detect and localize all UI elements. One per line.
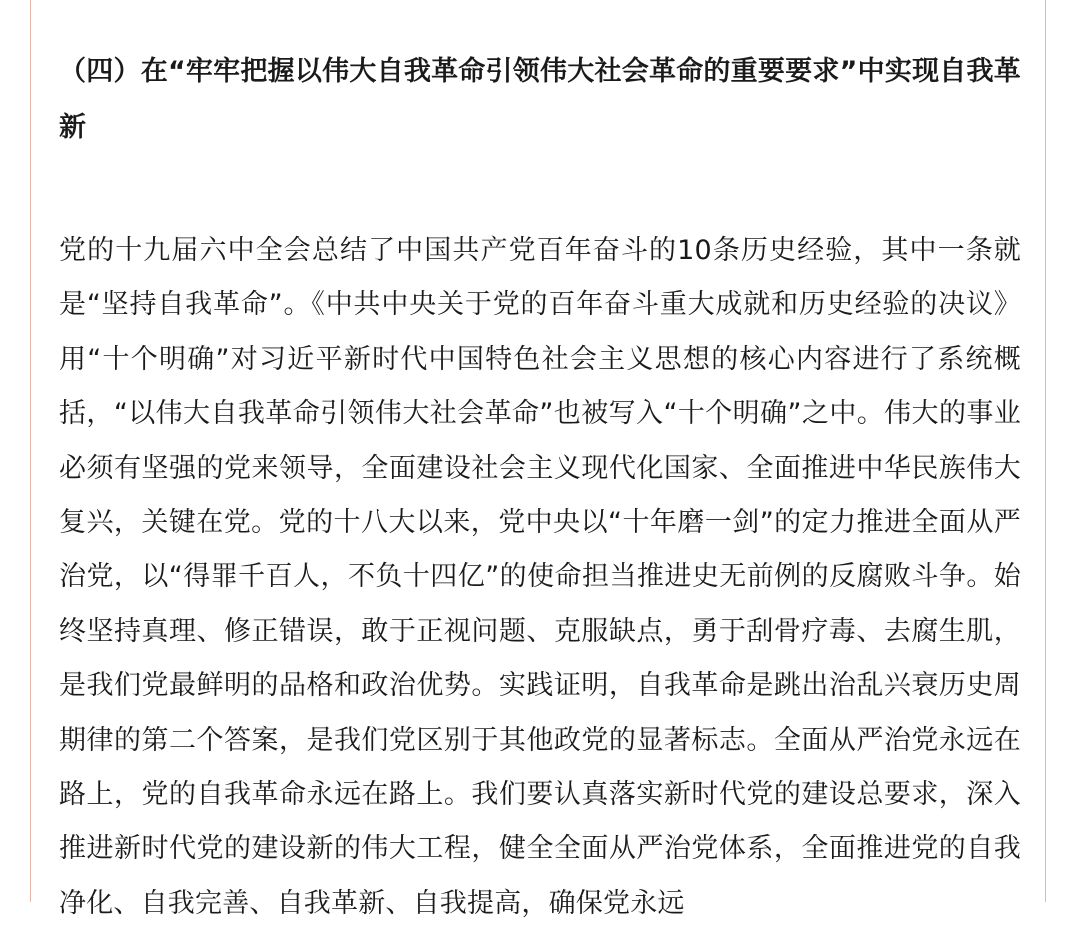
left-border-line xyxy=(30,0,31,902)
right-border-line xyxy=(1045,0,1046,902)
body-paragraph: 党的十九届六中全会总结了中国共产党百年奋斗的10条历史经验，其中一条就是“坚持自我革命”。《中共中央关于党的百年奋斗重大成就和历史经验的决议》用“十个明确”对习近平新时代中国特色社会主义思想的核心内容进行了系统概括，“以伟大自我革命引领伟大社会革命”也被写入“十个明确”之中。伟大的事业必须有坚强的党来领导，全面建设社会主义现代化国家、全面推进中华民族伟大复兴，关键在党。党的十八大以来，党中央以“十年磨一剑”的定力推进全面从严治党，以“得罪千百人，不负十四亿”的使命担当推进史无前例的反腐败斗争。始终坚持真理、修正错误，敢于正视问题、克服缺点，勇于刮骨疗毒、去腐生肌，是我们党最鲜明的品格和政治优势。实践证明，自我革命是跳出治乱兴衰历史周期律的第二个答案，是我们党区别于其他政党的显著标志。全面从严治党永远在路上，党的自我革命永远在路上。我们要认真落实新时代党的建设总要求，深入推进新时代党的建设新的伟大工程，健全全面从严治党体系，全面推进党的自我净化、自我完善、自我革新、自我提高，确保党永远 xyxy=(59,235,1021,919)
article-content xyxy=(59,44,1021,931)
section-heading: （四）在“牢牢把握以伟大自我革命引领伟大社会革命的重要要求”中实现自我革新 xyxy=(59,56,1021,143)
